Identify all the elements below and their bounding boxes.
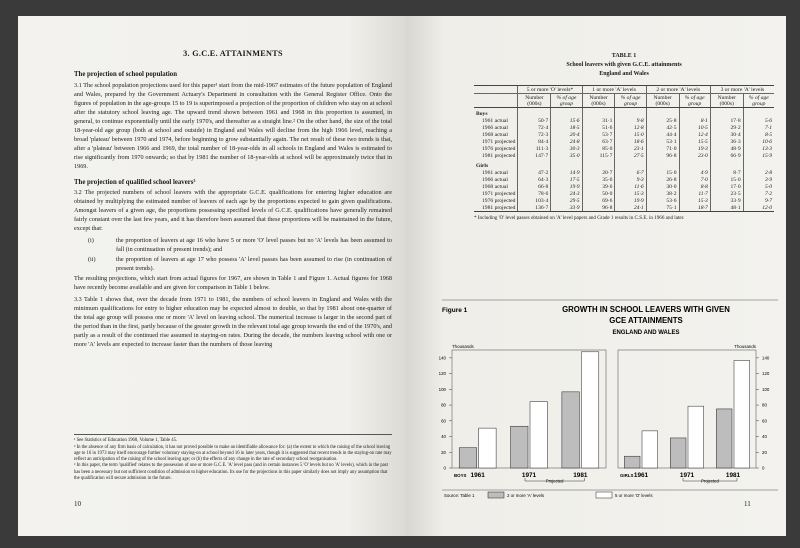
table-row xyxy=(474,153,774,160)
table-row xyxy=(474,132,774,139)
column-header-pct: % of age group xyxy=(551,94,582,108)
figure-1-chart xyxy=(406,288,786,528)
table-row xyxy=(474,176,774,183)
y-tick-label: 20 xyxy=(441,449,446,455)
row-label: 1961 actual xyxy=(482,118,508,124)
x-category-label: 1961 xyxy=(633,472,649,479)
bar-o-levels xyxy=(642,431,658,468)
cell-number: 30·0 xyxy=(646,183,679,190)
table-cell-empty xyxy=(710,108,743,118)
cell-percent: 19·9 xyxy=(615,197,646,204)
y-tick-label: 140 xyxy=(438,355,446,361)
cell-percent: 11·6 xyxy=(615,183,646,190)
left-page-text xyxy=(74,48,392,353)
cell-number: 136·7 xyxy=(518,204,551,212)
cell-percent: 6·7 xyxy=(615,169,646,176)
left-page xyxy=(18,16,406,536)
table-row xyxy=(474,139,774,146)
cell-number: 85·0 xyxy=(582,146,615,153)
table-cell-empty xyxy=(551,160,582,170)
paragraph-3-3: 3.3 Table 1 shows that, over the decade from 1971 to 1981, the numbers of school leavers in England and Wales with the minimum qualifications for entry to higher education may be expected almost to double, so that by 1981 about one-quarter of the total age group will possess one or more 'A' level on leaving school. The numerical increase is larger in the second part of the period than in the first, partly because of the greater growth in the relevant total age group towards the end of the 1970's, and partly as a result of the continued rise assumed in staying-on rates. During the decade, the numbers leaving school with one or more 'A' levels are expected to increase faster than the numbers of those leaving xyxy=(74,296,392,349)
bar-o-levels xyxy=(530,402,547,468)
row-label: 1971 projected xyxy=(482,190,516,197)
cell-number: 78·6 xyxy=(518,190,551,197)
y-tick-label: 80 xyxy=(441,402,446,408)
footnote-3: ³ In this paper, the term 'qualified' relates to the possession of one or more G.C.E. 'A' level pass (and in certain instances 5 'O' levels but no 'A' levels), which in the past has been a necessary but not sufficient condition of admission to higher education. Its use for the projections in this paper similarly does not imply any assumption that the qualification will secure admission in the future. xyxy=(74,463,388,481)
table-footnote: * Including 'O' level passes obtained on 'A' level papers and Grade 1 results in C.S.E. in 1966 and later. xyxy=(474,215,685,221)
y-tick-label: 80 xyxy=(762,402,767,408)
figure-title-line1: GROWTH IN SCHOOL LEAVERS WITH GIVEN xyxy=(562,305,730,314)
cell-percent: 8·5 xyxy=(743,132,774,139)
table-row xyxy=(474,197,774,204)
cell-number: 17·8 xyxy=(710,118,743,125)
cell-number: 50·7 xyxy=(518,118,551,125)
cell-percent: 18·5 xyxy=(551,125,582,132)
column-header-number: Number (000s) xyxy=(646,94,679,108)
y-unit-left: Thousands xyxy=(452,344,474,349)
cell-percent: 15·0 xyxy=(615,132,646,139)
cell-percent: 35·0 xyxy=(551,153,582,160)
cell-number: 31·1 xyxy=(582,118,615,125)
table-cell-empty xyxy=(646,160,679,170)
bar-a-levels xyxy=(459,448,476,468)
cell-percent: 7·0 xyxy=(679,176,710,183)
right-page xyxy=(406,16,786,536)
cell-number: 15·0 xyxy=(646,169,679,176)
chapter-heading: 3. G.C.E. ATTAINMENTS xyxy=(183,49,283,58)
cell-number: 44·4 xyxy=(646,132,679,139)
cell-percent: 29·5 xyxy=(551,197,582,204)
y-tick-label: 0 xyxy=(443,465,446,471)
y-tick-label: 40 xyxy=(762,434,767,440)
bar-o-levels xyxy=(479,428,496,468)
table-cell-empty xyxy=(679,108,710,118)
footnotes xyxy=(74,434,392,482)
cell-number: 72·3 xyxy=(518,132,551,139)
column-header-pct: % of age group xyxy=(679,94,710,108)
cell-number: 53·6 xyxy=(646,197,679,204)
book-spread xyxy=(18,16,786,536)
table-cell-empty xyxy=(615,108,646,118)
cell-number: 42·5 xyxy=(646,125,679,132)
column-group-header: 3 or more 'A' levels xyxy=(710,86,774,94)
cell-percent: 33·9 xyxy=(551,204,582,212)
list-item-number: (ii) xyxy=(88,256,96,264)
cell-number: 35·6 xyxy=(582,176,615,183)
cell-number: 75·1 xyxy=(646,204,679,212)
legend-label-a-levels: 2 or more 'A' levels xyxy=(507,493,545,498)
paragraph-3-1: 3.1 The school population projections used for this paper¹ start from the mid-1967 estimates of the future population of England and Wales, prepared by the Government Actuary's Department in consultation with the General Register Office. Onto the figures of population in the age-groups 15 to 19 is superimposed a projection of the proportion of children who stay on at school after the statutory school leaving age. The upward trend shown between 1961 and 1968 in this proportion is assumed, in general, to continue exponentially until the early 1970's, and thereafter as a straight line.² On the other hand, the size of the total 18-year-old age group (both at school and outside) in England and Wales will decline from the high 1966 level, reaching a broad 'plateau' between 1970 and 1974, before beginning to grow substantially again. The net result of these two trends is that, after a 'plateau' between 1966 and 1969, the total number of 18-year-olds in all schools in England and Wales is estimated to rise significantly from 1970 onwards; so that by 1981 the number of 18-year-olds at school will be approximately twice that in 1969. xyxy=(74,81,392,170)
cell-number: 48·1 xyxy=(710,204,743,212)
paragraph-3-2: 3.2 The projected numbers of school leavers with the appropriate G.C.E. qualifications for entering higher education are obtained by multiplying the estimated number of leavers of each age by the proportions expected to gain given qualifications. Amongst leavers of a given age, the proportions possessing specified levels of G.C.E. qualifications have generally remained fairly constant over the last few years, and it has therefore been assumed that these proportions will be maintained in the future, except that: xyxy=(74,189,392,233)
row-label: 1981 projected xyxy=(474,204,518,212)
column-group-header: 5 or more 'O' levels* xyxy=(518,86,582,94)
cell-number: 103·4 xyxy=(518,197,551,204)
cell-number: 38·2 xyxy=(646,190,679,197)
list-item-number: (i) xyxy=(88,237,94,245)
x-category-label: 1971 xyxy=(521,472,537,479)
y-tick-label: 60 xyxy=(441,418,446,424)
row-label: 1966 actual xyxy=(482,176,508,183)
cell-percent: 24·8 xyxy=(551,139,582,146)
y-tick-label: 100 xyxy=(762,386,770,392)
cell-number: 23·5 xyxy=(710,190,743,197)
table-subtitle: England and Wales xyxy=(599,71,649,77)
cell-percent: 2·8 xyxy=(743,169,774,176)
legend-swatch-a-levels xyxy=(488,492,504,498)
cell-number: 39·6 xyxy=(582,183,615,190)
row-label: 1976 projected xyxy=(482,146,516,152)
cell-percent: 5·6 xyxy=(743,118,774,125)
table-row xyxy=(474,169,774,176)
cell-percent: 11·7 xyxy=(679,190,710,197)
row-label: 1961 actual xyxy=(482,169,508,176)
figure-plot-area xyxy=(439,350,770,484)
y-tick-label: 40 xyxy=(441,434,446,440)
cell-percent: 12·0 xyxy=(743,204,774,212)
table-cell-empty xyxy=(518,160,551,170)
y-tick-label: 120 xyxy=(762,371,770,377)
footnote-2: ² In the absence of any firm basis of calculation, it has not proved possible to make an identifiable allowance for: (a) the extent to which the raising of the school leaving age to 16 in 1973 may itself encourage further voluntary staying-on at school beyond 16 in later years, though it is suggested that recent trends in the staying-on rate may reflect an anticipation of the raising of the school leaving age; or (b) the effects of any change in the rate of secondary school reorganisation. xyxy=(74,444,392,462)
table-body xyxy=(474,108,774,212)
cell-percent: 24·3 xyxy=(551,190,582,197)
column-group-header: 1 or more 'A' levels xyxy=(582,86,646,94)
cell-percent: 7·1 xyxy=(743,125,774,132)
table-cell-empty xyxy=(582,108,615,118)
data-table xyxy=(474,85,774,212)
cell-number: 8·7 xyxy=(710,169,743,176)
cell-number: 66·9 xyxy=(710,153,743,160)
table-group-row xyxy=(474,108,774,118)
table-corner xyxy=(474,86,518,94)
cell-number: 63·7 xyxy=(582,139,615,146)
cell-number: 147·7 xyxy=(518,153,551,160)
table-row xyxy=(474,183,774,190)
cell-number: 72·4 xyxy=(518,125,551,132)
table-row xyxy=(474,204,774,212)
cell-percent: 17·5 xyxy=(551,176,582,183)
cell-number: 25·8 xyxy=(646,118,679,125)
table-row xyxy=(474,190,774,197)
page-number-right: 11 xyxy=(744,500,751,508)
list-item xyxy=(88,256,392,274)
cell-percent: 23·0 xyxy=(679,153,710,160)
footnote-1: ¹ See Statistics of Education 1968, Volume 1, Table 45. xyxy=(74,438,178,443)
figure-source: Source: Table 1 xyxy=(444,493,475,498)
y-tick-label: 60 xyxy=(762,418,767,424)
cell-number: 48·9 xyxy=(710,146,743,153)
table-cell-empty xyxy=(551,108,582,118)
cell-percent: 18·6 xyxy=(615,139,646,146)
cell-number: 51·6 xyxy=(582,125,615,132)
row-label: 1971 projected xyxy=(482,139,516,145)
cell-number: 29·2 xyxy=(710,125,743,132)
y-tick-label: 120 xyxy=(438,371,446,377)
cell-percent: 8·1 xyxy=(679,118,710,125)
table-group-row xyxy=(474,160,774,170)
section-heading-population: The projection of school population xyxy=(74,70,177,78)
cell-percent: 15·9 xyxy=(743,153,774,160)
y-tick-label: 140 xyxy=(762,355,770,361)
list-item xyxy=(88,237,392,255)
table-1 xyxy=(474,52,774,221)
cell-percent: 27·5 xyxy=(615,153,646,160)
table-corner xyxy=(474,94,518,108)
bar-a-levels xyxy=(562,392,579,468)
cell-number: 64·3 xyxy=(518,176,551,183)
table-cell-empty xyxy=(743,108,774,118)
cell-percent: 12·4 xyxy=(679,132,710,139)
cell-percent: 13·3 xyxy=(743,146,774,153)
figure-title-line2: GCE ATTAINMENTS xyxy=(609,316,683,325)
cell-percent: 12·8 xyxy=(615,125,646,132)
cell-number: 96·8 xyxy=(646,153,679,160)
cell-number: 15·0 xyxy=(710,176,743,183)
table-cell-empty xyxy=(582,160,615,170)
cell-number: 66·8 xyxy=(518,183,551,190)
cell-number: 26·8 xyxy=(646,176,679,183)
cell-number: 53·1 xyxy=(646,139,679,146)
bar-a-levels xyxy=(670,438,686,468)
list-item-text: the proportion of leavers at age 16 who have 5 or more 'O' level passes but no 'A' levels has been assumed to fall (in continuation of present trends); and xyxy=(116,237,392,254)
column-header-pct: % of age group xyxy=(615,94,646,108)
panel-label: GIRLS xyxy=(620,473,634,478)
cell-percent: 3·9 xyxy=(743,176,774,183)
projected-label: Projected xyxy=(545,478,564,484)
cell-percent: 9·3 xyxy=(615,176,646,183)
cell-number: 20·7 xyxy=(582,169,615,176)
group-label: Girls xyxy=(476,162,489,169)
table-title: School leavers with given G.C.E. attainments xyxy=(566,62,682,68)
cell-percent: 24·1 xyxy=(615,204,646,212)
bar-o-levels xyxy=(688,406,704,468)
cell-percent: 14·9 xyxy=(551,169,582,176)
cell-number: 71·0 xyxy=(646,146,679,153)
y-tick-label: 0 xyxy=(762,465,765,471)
legend-label-o-levels: 5 or more 'O' levels xyxy=(615,493,653,498)
column-header-number: Number (000s) xyxy=(710,94,743,108)
table-cell-empty xyxy=(518,108,551,118)
bar-o-levels xyxy=(734,360,750,468)
page-number-left: 10 xyxy=(74,500,81,508)
cell-number: 69·6 xyxy=(582,197,615,204)
bar-a-levels xyxy=(511,426,528,468)
cell-percent: 20·4 xyxy=(551,132,582,139)
row-label: 1968 actual xyxy=(482,132,508,138)
bar-a-levels xyxy=(624,456,640,468)
cell-number: 111·3 xyxy=(518,146,551,153)
group-label: Boys xyxy=(476,111,488,117)
cell-number: 17·0 xyxy=(710,183,743,190)
list-item-text: the proportion of leavers at age 17 who possess 'A' level passes has been assumed to rise (in continuation of present trends). xyxy=(116,256,392,273)
table-cell-empty xyxy=(743,160,774,170)
cell-percent: 23·1 xyxy=(615,146,646,153)
cell-number: 30·4 xyxy=(710,132,743,139)
y-tick-label: 20 xyxy=(762,449,767,455)
y-tick-label: 100 xyxy=(438,386,446,392)
cell-number: 36·3 xyxy=(710,139,743,146)
cell-number: 33·9 xyxy=(710,197,743,204)
cell-percent: 15·5 xyxy=(679,139,710,146)
cell-percent: 7·2 xyxy=(743,190,774,197)
cell-percent: 19·9 xyxy=(551,183,582,190)
figure-label: Figure 1 xyxy=(442,307,468,314)
column-group-header: 2 or more 'A' levels xyxy=(646,86,710,94)
legend-swatch-o-levels xyxy=(596,492,612,498)
row-label: 1968 actual xyxy=(482,183,508,190)
cell-number: 84·4 xyxy=(518,139,551,146)
column-header-number: Number (000s) xyxy=(582,94,615,108)
x-category-label: 1981 xyxy=(725,472,741,479)
cell-percent: 5·0 xyxy=(743,183,774,190)
row-label: 1966 actual xyxy=(482,125,508,131)
x-category-label: 1961 xyxy=(470,472,485,479)
cell-number: 53·7 xyxy=(582,132,615,139)
cell-number: 50·0 xyxy=(582,190,615,197)
cell-percent: 18·7 xyxy=(679,204,710,212)
table-cell-empty xyxy=(679,160,710,170)
cell-percent: 15·3 xyxy=(615,190,646,197)
cell-percent: 10·6 xyxy=(743,139,774,146)
cell-percent: 9·7 xyxy=(743,197,774,204)
column-header-number: Number (000s) xyxy=(518,94,551,108)
cell-percent: 10·5 xyxy=(679,125,710,132)
column-header-pct: % of age group xyxy=(743,94,774,108)
paragraph-3-2-continued: The resulting projections, which start from actual figures for 1967, are shown in Table 1 and Figure 1. Actual figures for 1968 have recently become available and are given for comparison in Table 1 below. xyxy=(74,275,392,292)
table-row xyxy=(474,125,774,132)
cell-percent: 15·3 xyxy=(679,197,710,204)
bar-a-levels xyxy=(716,409,732,468)
table-cell-empty xyxy=(646,108,679,118)
cell-percent: 15·6 xyxy=(551,118,582,125)
cell-number: 96·8 xyxy=(582,204,615,212)
projected-label: Projected xyxy=(701,478,719,484)
cell-percent: 8·8 xyxy=(679,183,710,190)
section-heading-qualified: The projection of qualified school leavers³ xyxy=(74,178,196,186)
cell-percent: 19·3 xyxy=(679,146,710,153)
cell-percent: 9·8 xyxy=(615,118,646,125)
y-unit-right: Thousands xyxy=(734,344,756,349)
cell-number: 115·7 xyxy=(582,153,615,160)
cell-number: 47·2 xyxy=(518,169,551,176)
panel-label: BOYS xyxy=(454,473,467,478)
x-category-label: 1981 xyxy=(573,472,588,479)
cell-percent: 30·3 xyxy=(551,146,582,153)
table-label: TABLE 1 xyxy=(611,53,637,59)
bar-o-levels xyxy=(581,352,598,468)
row-label: 1976 projected xyxy=(482,197,516,204)
row-label: 1981 projected xyxy=(482,153,516,159)
cell-percent: 4·9 xyxy=(679,169,710,176)
table-cell-empty xyxy=(710,160,743,170)
table-row xyxy=(474,146,774,153)
table-cell-empty xyxy=(615,160,646,170)
figure-subtitle: ENGLAND AND WALES xyxy=(612,330,680,336)
table-row xyxy=(474,118,774,125)
x-category-label: 1971 xyxy=(679,472,695,479)
